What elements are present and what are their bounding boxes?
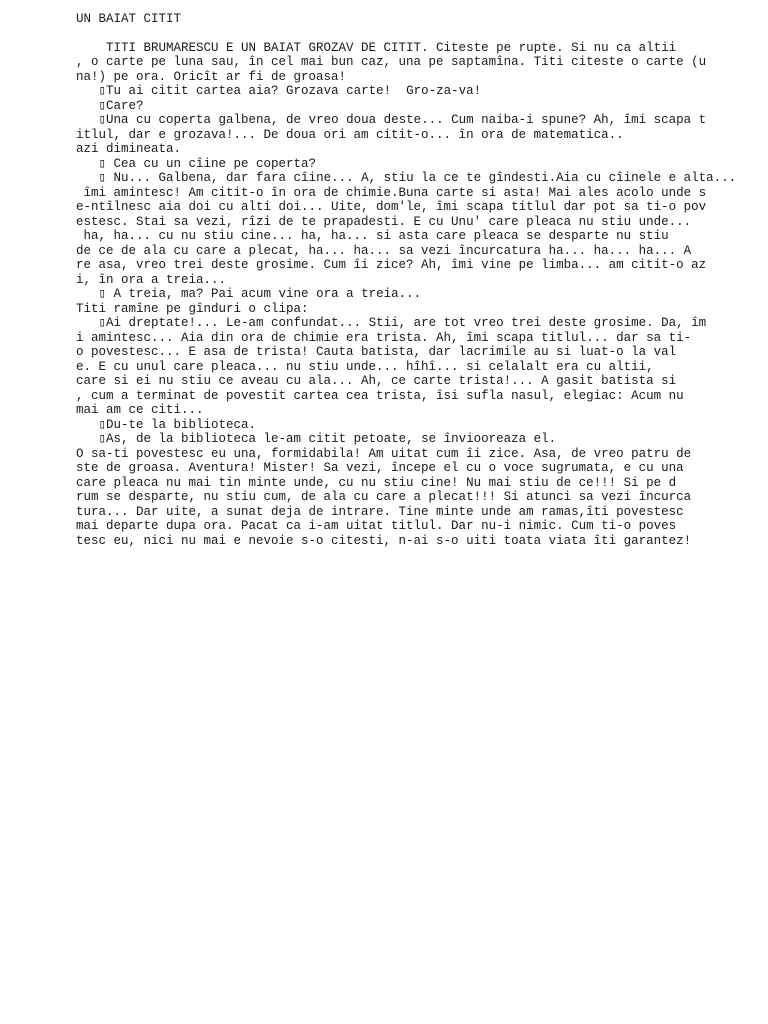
text-line: ▯ A treia, ma? Pai acum vine ora a treia... <box>76 287 422 301</box>
document-page <box>76 12 756 548</box>
text-line: ▯As, de la biblioteca le-am citit petoate, se înviooreaza el. <box>76 432 557 446</box>
document-title: UN BAIAT CITIT <box>76 12 182 26</box>
text-line: na!) pe ora. Oricît ar fi de groasa! <box>76 69 347 84</box>
text-line: ▯Una cu coperta galbena, de vreo doua deste... Cum naiba-i spune? Ah, îmi scapa t <box>76 113 707 127</box>
text-line: e-ntîlnesc aia doi cu alti doi... Uite, dom'le, îmi scapa titlul dar pot sa ti-o pov <box>76 200 707 214</box>
text-line: estesc. Stai sa vezi, rîzi de te prapadesti. E cu Unu' care pleaca nu stiu unde... <box>76 214 692 229</box>
text-line: rum se desparte, nu stiu cum, de ala cu care a plecat!!! Si atunci sa vezi încurca <box>76 490 692 504</box>
text-line: mai departe dupa ora. Pacat ca i-am uitat titlul. Dar nu-i nimic. Cum ti-o poves <box>76 519 677 533</box>
text-line: re asa, vreo trei deste grosime. Cum îi zice? Ah, îmi vine pe limba... am citit-o az <box>76 258 707 272</box>
text-line: tura... Dar uite, a sunat deja de intrare. Tine minte unde am ramas,îti povestesc <box>76 504 684 519</box>
text-line: azi dimineata. <box>76 142 182 156</box>
text-line: Titi ramîne pe gînduri o clipa: <box>76 301 309 316</box>
text-line: i, în ora a treia... <box>76 272 227 287</box>
text-line: o povestesc... E asa de trista! Cauta batista, dar lacrimile au si luat-o la val <box>76 345 677 359</box>
text-line: care si ei nu stiu ce aveau cu ala... Ah, ce carte trista!... A gasit batista si <box>76 374 677 388</box>
text-line: ▯ Nu... Galbena, dar fara cîine... A, stiu la ce te gîndesti.Aia cu cîinele e alta... <box>76 171 737 185</box>
text-line: itlul, dar e grozava!... De doua ori am citit-o... în ora de matematica.. <box>76 127 624 142</box>
text-line: , o carte pe luna sau, în cel mai bun caz, una pe saptamîna. Titi citeste o carte (u <box>76 55 707 69</box>
text-line: care pleaca nu mai tin minte unde, cu nu stiu cine! Nu mai stiu de ce!!! Si pe d <box>76 475 677 490</box>
text-line: ▯ Cea cu un cîine pe coperta? <box>76 156 317 171</box>
text-line: TITI BRUMARESCU E UN BAIAT GROZAV DE CITIT. Citeste pe rupte. Si nu ca altii <box>76 40 677 55</box>
text-line: ▯Du-te la biblioteca. <box>76 417 257 432</box>
text-line: ha, ha... cu nu stiu cine... ha, ha... si asta care pleaca se desparte nu stiu <box>76 229 669 243</box>
text-line: ▯Ai dreptate!... Le-am confundat... Stii, are tot vreo trei deste grosime. Da, îm <box>76 316 707 330</box>
text-line: mai am ce citi... <box>76 403 204 417</box>
text-line: O sa-ti povestesc eu una, formidabila! Am uitat cum îi zice. Asa, de vreo patru de <box>76 446 692 461</box>
text-line: ▯Tu ai citit cartea aia? Grozava carte! Gro-za-va! <box>76 84 482 98</box>
text-line: ▯Care? <box>76 98 144 113</box>
document-body <box>76 41 756 549</box>
text-line: e. E cu unul care pleaca... nu stiu unde... hîhî... si celalalt era cu altii, <box>76 359 654 374</box>
text-line: i amintesc... Aia din ora de chimie era trista. Ah, îmi scapa titlul... dar sa ti- <box>76 330 692 345</box>
text-line: tesc eu, nici nu mai e nevoie s-o citesti, n-ai s-o uiti toata viata îti garantez! <box>76 533 692 548</box>
text-line: îmi amintesc! Am citit-o în ora de chimie.Buna carte si asta! Mai ales acolo unde s <box>76 185 707 200</box>
text-line: ste de groasa. Aventura! Mister! Sa vezi, începe el cu o voce sugrumata, e cu una <box>76 461 684 475</box>
text-line: , cum a terminat de povestit cartea cea trista, îsi sufla nasul, elegiac: Acum nu <box>76 388 684 403</box>
text-line: de ce de ala cu care a plecat, ha... ha... sa vezi încurcatura ha... ha... ha... A <box>76 243 692 258</box>
